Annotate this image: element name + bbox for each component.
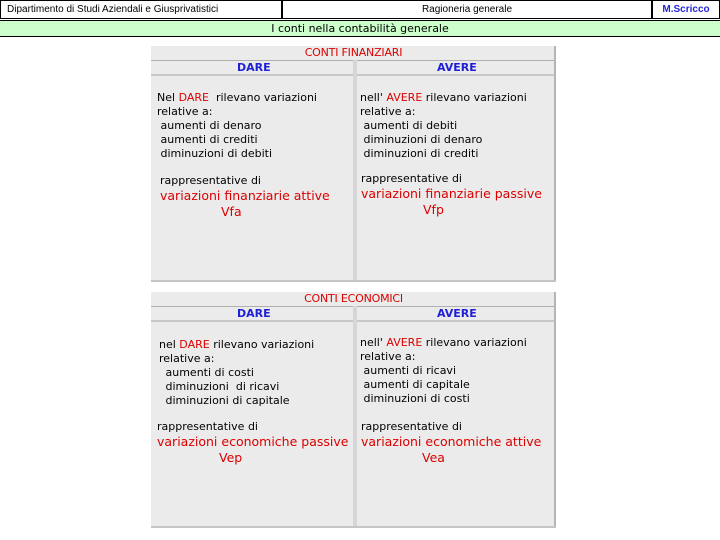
list-item: diminuzioni di ricavi	[162, 380, 280, 393]
variation-type: variazioni economiche attive	[361, 434, 542, 449]
list-item: diminuzioni di debiti	[157, 147, 273, 160]
variation-type: variazioni finanziarie attive	[160, 188, 330, 203]
dare-heading: DARE	[237, 307, 271, 320]
variation-code: Vep	[219, 450, 243, 465]
list-item: aumenti di capitale	[360, 378, 470, 391]
intro-text: rilevano variazioni	[208, 91, 317, 104]
relative-label: relative a:	[360, 105, 416, 118]
author-label: M.Scricco	[652, 0, 720, 19]
intro-text: rilevano variazioni	[422, 336, 527, 349]
avere-heading: AVERE	[437, 61, 477, 74]
intro-text: nell'	[360, 336, 387, 349]
list-item: diminuzioni di costi	[360, 392, 470, 405]
dare-summary	[160, 174, 330, 219]
avere-column	[360, 336, 527, 406]
financial-accounts-panel	[151, 46, 556, 282]
course-title: Ragioneria generale	[282, 0, 652, 19]
economic-accounts-panel	[151, 292, 556, 528]
panel-title: CONTI FINANZIARI	[304, 46, 403, 59]
panel-border	[554, 292, 556, 528]
list-item: aumenti di ricavi	[360, 364, 456, 377]
dare-column	[159, 338, 314, 408]
intro-line	[159, 338, 314, 352]
intro-text: nell'	[360, 91, 387, 104]
t-account-divider	[353, 306, 357, 528]
avere-column	[360, 91, 527, 161]
panel-title: CONTI ECONOMICI	[304, 292, 403, 305]
intro-text: rilevano variazioni	[209, 338, 315, 351]
intro-text: Nel	[157, 91, 179, 104]
representative-label: rappresentative di	[361, 172, 462, 185]
panel-border	[554, 46, 556, 282]
dare-summary	[157, 420, 348, 465]
relative-label: relative a:	[360, 350, 416, 363]
side-keyword: DARE	[179, 338, 210, 351]
list-item: diminuzioni di capitale	[162, 394, 290, 407]
intro-line	[360, 91, 527, 105]
representative-label: rappresentative di	[157, 420, 258, 433]
department-label: Dipartimento di Studi Aziendali e Giusprivatistici	[0, 0, 282, 19]
intro-line	[360, 336, 527, 350]
variation-type: variazioni finanziarie passive	[361, 186, 542, 201]
avere-heading: AVERE	[437, 307, 477, 320]
list-item: diminuzioni di denaro	[360, 133, 483, 146]
side-keyword: AVERE	[386, 91, 423, 104]
variation-code: Vea	[422, 450, 445, 465]
intro-line	[157, 91, 317, 105]
slide-subtitle: I conti nella contabilità generale	[0, 20, 720, 37]
avere-summary	[361, 172, 542, 217]
variation-code: Vfa	[221, 204, 242, 219]
dare-column	[157, 91, 317, 161]
side-keyword: AVERE	[386, 336, 423, 349]
list-item: aumenti di crediti	[157, 133, 258, 146]
variation-type: variazioni economiche passive	[157, 434, 349, 449]
dare-heading: DARE	[237, 61, 271, 74]
panel-border	[151, 280, 556, 282]
list-item: diminuzioni di crediti	[360, 147, 479, 160]
relative-label: relative a:	[157, 105, 213, 118]
representative-label: rappresentative di	[160, 174, 261, 187]
intro-text: rilevano variazioni	[422, 91, 527, 104]
variation-code: Vfp	[423, 202, 444, 217]
side-keyword: DARE	[178, 91, 209, 104]
panel-border	[151, 526, 556, 528]
list-item: aumenti di denaro	[157, 119, 262, 132]
list-item: aumenti di debiti	[360, 119, 458, 132]
list-item: aumenti di costi	[162, 366, 254, 379]
avere-summary	[361, 420, 541, 465]
intro-text: nel	[159, 338, 180, 351]
relative-label: relative a:	[159, 352, 215, 365]
t-account-divider	[353, 60, 357, 282]
representative-label: rappresentative di	[361, 420, 462, 433]
